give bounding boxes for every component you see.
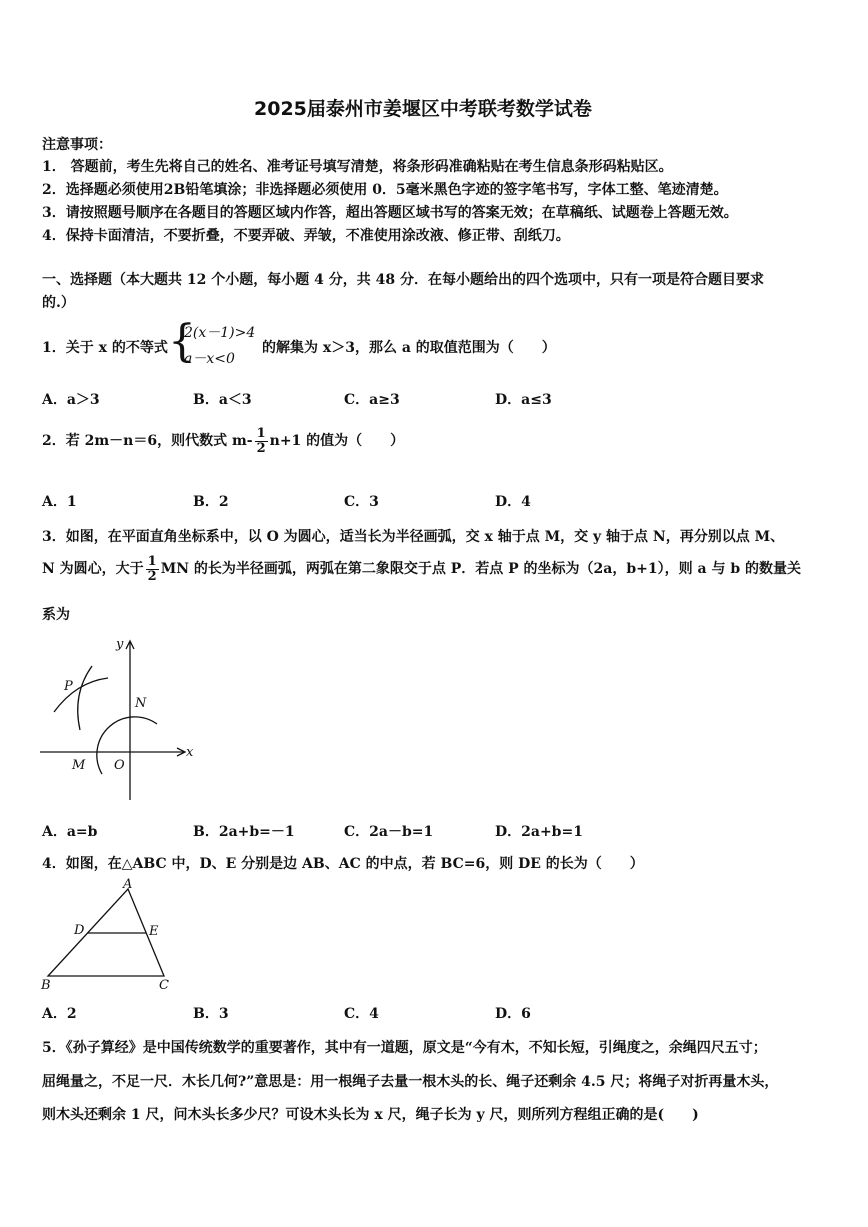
q3-label-p: P	[64, 679, 73, 694]
q4-label-b: B	[41, 978, 51, 993]
q2-stem	[42, 427, 404, 455]
q1-prefix: 1．关于 x 的不等式	[42, 340, 168, 356]
q1-option-d: D．a≤3	[495, 392, 552, 408]
notes-item-1: 1． 答题前，考生先将自己的姓名、准考证号填写清楚，将条形码准确粘贴在考生信息条形码粘贴区。	[42, 159, 673, 175]
q2-option-b: B．2	[193, 494, 229, 510]
q4-label-c: C	[159, 978, 169, 993]
q3-line1: 3．如图，在平面直角坐标系中，以 O 为圆心，适当长为半径画弧，交 x 轴于点 M，交 y 轴于点 N，再分别以点 M、	[42, 529, 785, 545]
q3-label-x: x	[186, 745, 194, 760]
q3-option-a: A．a=b	[42, 824, 98, 840]
q1-brace: {	[168, 316, 196, 367]
q4-label-a: A	[123, 877, 133, 892]
q4-stem: 4．如图，在△ABC 中，D、E 分别是边 AB、AC 的中点，若 BC=6，则 DE 的长为（ ）	[42, 856, 644, 872]
q3-label-y: y	[116, 637, 124, 652]
q3-label-n: N	[135, 696, 147, 711]
q4-option-a: A．2	[42, 1006, 77, 1022]
q3-option-b: B．2a+b=－1	[193, 824, 295, 840]
q1-option-a: A．a＞3	[42, 392, 100, 408]
q2-fraction	[255, 427, 268, 455]
q2-suffix: n+1 的值为（ ）	[269, 433, 405, 450]
q2-option-c: C．3	[344, 494, 379, 510]
q4-triangle-figure	[38, 876, 178, 994]
notes-item-4: 4．保持卡面清洁，不要折叠，不要弄破、弄皱，不准使用涂改液、修正带、刮纸刀。	[42, 228, 570, 244]
q4-option-c: C．4	[344, 1006, 379, 1022]
q1-system-line2: a－x<0	[184, 351, 235, 367]
q1-system-line1: 2(x－1)>4	[184, 325, 256, 341]
q3-option-c: C．2a－b=1	[344, 824, 434, 840]
q3-arc-o	[97, 717, 157, 774]
section1-line1: 一、选择题（本大题共 12 个小题，每小题 4 分，共 48 分．在每小题给出的四个选项中，只有一项是符合题目要求	[42, 272, 764, 288]
q3-fraction	[146, 555, 159, 583]
q1-option-b: B．a＜3	[193, 392, 252, 408]
q4-label-d: D	[74, 923, 85, 938]
q3-line3: 系为	[42, 607, 70, 623]
q5-line1: 5．《孙子算经》是中国传统数学的重要著作，其中有一道题，原文是“今有木，不知长短，引绳度之，余绳四尺五寸；	[42, 1040, 767, 1056]
q4-option-d: D．6	[495, 1006, 531, 1022]
q4-option-b: B．3	[193, 1006, 229, 1022]
q2-prefix: 2．若 2m－n＝6，则代数式 m-	[42, 433, 253, 450]
q5-line3: 则木头还剩余 1 尺，问木头长多少尺？可设木头长为 x 尺，绳子长为 y 尺，则所列方程组正确的是( )	[42, 1107, 699, 1123]
q5-line2: 屈绳量之，不足一尺．木长几何?”意思是：用一根绳子去量一根木头的长、绳子还剩余 4.5 尺；将绳子对折再量木头，	[42, 1074, 779, 1090]
q2-frac-num: 1	[256, 426, 266, 441]
q4-label-e: E	[149, 924, 159, 939]
q3-frac-den: 2	[147, 568, 157, 584]
q3-option-d: D．2a+b=1	[495, 824, 583, 840]
q3-line2-post: MN 的长为半径画弧，两弧在第二象限交于点 P．若点 P 的坐标为（2a，b+1），则 a 与 b 的数量关	[160, 561, 801, 578]
q3-arc-from-n	[54, 678, 108, 712]
notes-heading: 注意事项：	[42, 137, 112, 153]
q2-frac-den: 2	[256, 440, 266, 456]
q2-option-a: A．1	[42, 494, 77, 510]
q3-label-o: O	[114, 758, 125, 773]
q3-coordinate-figure	[36, 632, 206, 804]
notes-item-2: 2．选择题必须使用2B铅笔填涂；非选择题必须使用 0．5毫米黑色字迹的签字笔书写，字体工整、笔迹清楚。	[42, 182, 728, 198]
q3-frac-num: 1	[147, 554, 157, 569]
q1-option-c: C．a≥3	[344, 392, 400, 408]
q3-line2-pre: N 为圆心，大于	[42, 561, 144, 578]
q1-suffix: 的解集为 x＞3，那么 a 的取值范围为（ ）	[262, 340, 556, 356]
q3-line2	[42, 555, 801, 583]
notes-item-3: 3．请按照题号顺序在各题目的答题区域内作答，超出答题区域书写的答案无效；在草稿纸、试题卷上答题无效。	[42, 205, 738, 221]
q2-option-d: D．4	[495, 494, 531, 510]
q3-arc-from-m	[78, 666, 92, 730]
q3-label-m: M	[72, 758, 86, 773]
page-title: 2025届泰州市姜堰区中考联考数学试卷	[254, 98, 592, 120]
section1-line2: 的.）	[42, 295, 75, 311]
